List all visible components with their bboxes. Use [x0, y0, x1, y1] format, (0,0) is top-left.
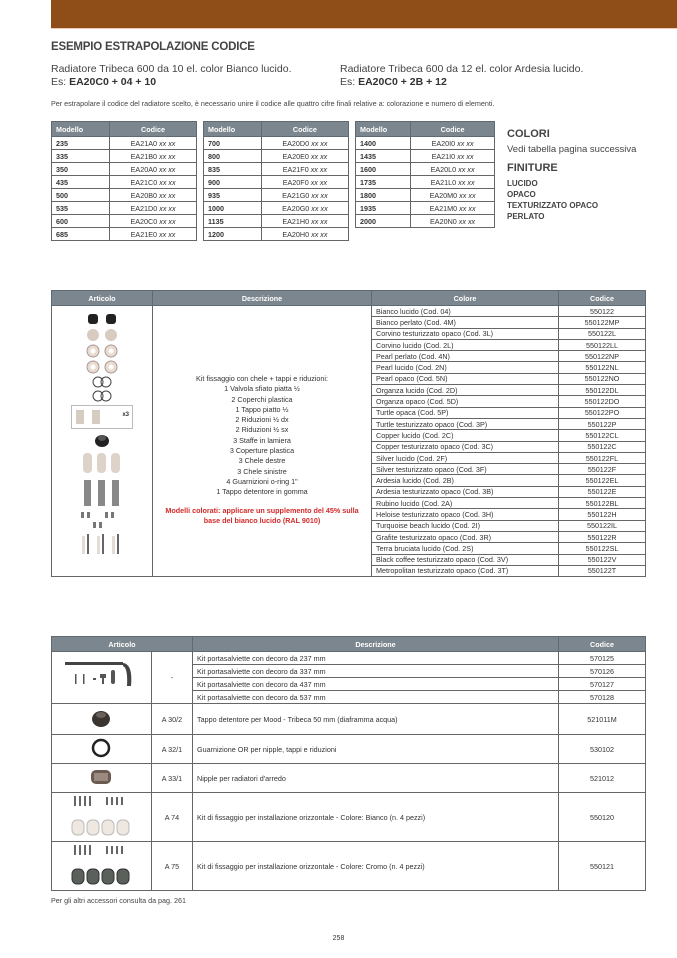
color-code: 550122R	[559, 531, 646, 542]
code: 570128	[559, 691, 646, 704]
accessory-row	[52, 793, 646, 842]
code-cell	[261, 137, 348, 150]
code-suffix: xx xx	[310, 164, 328, 174]
model-cell: 835	[204, 163, 262, 176]
color-name: Bianco lucido (Cod. 04)	[372, 306, 559, 317]
description-line: 2 Riduzioni ½ sx	[235, 425, 289, 435]
table-row	[356, 163, 495, 176]
color-name: Rubino lucido (Cod. 2A)	[372, 498, 559, 509]
description-line: 1 Tappo piatto ½	[235, 404, 289, 414]
code-suffix: xx xx	[159, 190, 176, 200]
example-2	[340, 63, 583, 89]
model-cell: 800	[204, 150, 262, 163]
wall-plugs-icon	[77, 532, 127, 556]
code-cell	[261, 215, 348, 228]
code-base: EA20B0	[130, 190, 158, 200]
article-code: A 33/1	[151, 764, 192, 793]
color-code: 550122H	[559, 509, 646, 520]
table-row	[356, 137, 495, 150]
color-name: Ardesia testurizzato opaco (Cod. 3B)	[372, 486, 559, 497]
table-row	[204, 189, 349, 202]
model-cell: 1000	[204, 202, 262, 215]
accessory-row	[52, 842, 646, 891]
code-suffix: xx xx	[310, 177, 328, 187]
model-cell: 1735	[356, 176, 411, 189]
model-cell: 1935	[356, 202, 411, 215]
color-name: Silver testurizzato opaco (Cod. 3F)	[372, 464, 559, 475]
color-code: 550122NO	[559, 373, 646, 384]
header-row	[52, 291, 646, 306]
model-cell: 335	[52, 150, 110, 163]
model-cell: 535	[52, 202, 110, 215]
color-name: Silver lucido (Cod. 2F)	[372, 452, 559, 463]
table-row	[52, 202, 197, 215]
description-line: Kit fissaggio con chele + tappi e riduzioni:	[195, 374, 329, 383]
white-bracket-kit-icon	[66, 831, 136, 840]
quantity-badge: x3	[122, 412, 129, 418]
color-code: 550122	[559, 306, 646, 317]
code-suffix: xx xx	[159, 138, 176, 148]
color-code: 550122PO	[559, 407, 646, 418]
color-code: 550122C	[559, 441, 646, 452]
col-codice: Codice	[261, 122, 348, 137]
color-name: Organza lucido (Cod. 2D)	[372, 385, 559, 396]
article-code: -	[151, 652, 192, 704]
color-name: Black coffee testurizzato opaco (Cod. 3V)	[372, 554, 559, 565]
screws-icon	[77, 510, 127, 530]
description-line: 3 Staffe in lamiera	[233, 435, 291, 445]
model-cell: 235	[52, 137, 110, 150]
model-cell: 2000	[356, 215, 411, 228]
code-base: EA20I0	[431, 138, 456, 148]
col-articolo: Articolo	[52, 291, 153, 306]
code-cell	[411, 176, 495, 189]
table-row	[52, 137, 197, 150]
description: Tappo detentore per Mood - Tribeca 50 mm (diaframma acqua)	[193, 704, 559, 735]
table-row	[204, 176, 349, 189]
color-name: Pearl lucido (Cod. 2N)	[372, 362, 559, 373]
code-cell	[110, 137, 197, 150]
color-code: 550122V	[559, 554, 646, 565]
col-descrizione: Descrizione	[193, 637, 559, 652]
code: 521012	[559, 764, 646, 793]
code-cell	[261, 202, 348, 215]
code-base: EA20M0	[429, 190, 458, 200]
description-line: 3 Chele destre	[238, 456, 286, 466]
table-row	[204, 137, 349, 150]
table-row	[204, 202, 349, 215]
color-name: Heloise testurizzato opaco (Cod. 3H)	[372, 509, 559, 520]
colori-text: Vedi tabella pagina successiva	[507, 144, 637, 155]
surcharge-note: Modelli colorati: applicare un supplemento del 45% sulla base del bianco lucido (RAL 9010)	[165, 505, 359, 525]
code-suffix: xx xx	[159, 229, 176, 239]
bracket-box	[71, 405, 133, 429]
table-row	[356, 176, 495, 189]
code-base: EA21E0	[130, 229, 158, 239]
table-row	[204, 150, 349, 163]
description-line: 2 Coperchi plastica	[231, 394, 293, 404]
col-modello: Modello	[356, 122, 411, 137]
header-row	[356, 122, 495, 137]
color-code: 550122P	[559, 418, 646, 429]
towel-rail-icon	[53, 656, 143, 698]
accessory-image	[52, 842, 152, 891]
towel-kit-image	[52, 652, 152, 704]
article-code: A 30/2	[151, 704, 192, 735]
code-suffix: xx xx	[457, 151, 474, 161]
code-suffix: xx xx	[458, 177, 475, 187]
accessory-row	[52, 735, 646, 764]
description: Kit portasalviette con decoro da 337 mm	[193, 665, 559, 678]
code-base: EA21G0	[282, 190, 310, 200]
accessory-row	[52, 764, 646, 793]
color-name: Ardesia lucido (Cod. 2B)	[372, 475, 559, 486]
kit-table	[51, 290, 646, 577]
model-table-1	[51, 121, 197, 241]
col-codice: Codice	[559, 291, 646, 306]
reduction-icon	[82, 360, 122, 374]
model-cell: 1800	[356, 189, 411, 202]
example-text: Radiatore Tribeca 600 da 10 el. color Bianco lucido.	[51, 63, 292, 75]
color-name: Grafite testurizzato opaco (Cod. 3R)	[372, 531, 559, 542]
code-cell	[110, 215, 197, 228]
claw-bracket-icon	[77, 478, 127, 508]
description: Nipple per radiatori d'arredo	[193, 764, 559, 793]
plastic-cover-icon	[77, 450, 127, 476]
header-row	[52, 637, 646, 652]
code-base: EA20C0	[130, 216, 158, 226]
description: Kit portasalviette con decoro da 537 mm	[193, 691, 559, 704]
color-code: 550122FL	[559, 452, 646, 463]
example-code	[340, 76, 583, 89]
color-name: Turquoise beach lucido (Cod. 2I)	[372, 520, 559, 531]
code-base: EA21L0	[430, 177, 457, 187]
color-code: 550122CL	[559, 430, 646, 441]
code-suffix: xx xx	[311, 190, 328, 200]
code: 521011M	[559, 704, 646, 735]
code-base: EA20F0	[282, 177, 309, 187]
code-base: EA21B0	[130, 151, 158, 161]
finish-item: OPACO	[507, 190, 536, 199]
kit-images	[52, 306, 153, 577]
code-base: EA20D0	[282, 138, 310, 148]
description: Kit portasalviette con decoro da 437 mm	[193, 678, 559, 691]
code-suffix: xx xx	[311, 138, 328, 148]
header-row	[204, 122, 349, 137]
accessory-image	[52, 764, 152, 793]
color-name: Corvino testurizzato opaco (Cod. 3L)	[372, 328, 559, 339]
model-cell: 935	[204, 189, 262, 202]
color-code: 550122BL	[559, 498, 646, 509]
description: Kit portasalviette con decoro da 237 mm	[193, 652, 559, 665]
description-line: 1 Tappo detentore in gomma	[216, 487, 308, 497]
description-line: 1 Valvola sfiato piatta ½	[224, 384, 300, 394]
example-text: Radiatore Tribeca 600 da 12 el. color Ardesia lucido.	[340, 63, 584, 75]
code-cell	[110, 150, 197, 163]
col-articolo: Articolo	[52, 637, 193, 652]
code-base: EA20L0	[430, 164, 457, 174]
code-suffix: xx xx	[311, 229, 328, 239]
code: 570127	[559, 678, 646, 691]
model-cell: 700	[204, 137, 262, 150]
col-codice: Codice	[411, 122, 495, 137]
finish-item: TEXTURIZZATO OPACO	[507, 201, 599, 210]
code-base: EA20G0	[282, 203, 310, 213]
example-code-value: EA20C0 + 2B + 12	[358, 76, 447, 88]
example-prefix: Es:	[340, 76, 356, 88]
code: 550120	[559, 793, 646, 842]
footer-note: Per gli altri accessori consulta da pag. 261	[51, 896, 187, 905]
color-code: 550122E	[559, 486, 646, 497]
header-band	[51, 0, 677, 29]
table-row	[356, 150, 495, 163]
code-cell	[411, 163, 495, 176]
color-row	[52, 306, 646, 317]
color-name: Corvino lucido (Cod. 2L)	[372, 339, 559, 350]
code-cell	[261, 163, 348, 176]
accessory-image	[52, 793, 152, 842]
colori-heading: COLORI	[507, 128, 550, 140]
table-row	[356, 202, 495, 215]
description: Guarnizione OR per nipple, tappi e riduzioni	[193, 735, 559, 764]
code-suffix: xx xx	[311, 216, 328, 226]
description-line: 2 Riduzioni ½ dx	[235, 415, 289, 425]
code-suffix: xx xx	[458, 164, 475, 174]
color-name: Pearl perlato (Cod. 4N)	[372, 351, 559, 362]
code: 570125	[559, 652, 646, 665]
code-cell	[110, 228, 197, 241]
color-name: Pearl opaco (Cod. 5N)	[372, 373, 559, 384]
model-cell: 435	[52, 176, 110, 189]
col-modello: Modello	[52, 122, 110, 137]
col-codice: Codice	[110, 122, 197, 137]
accessory-image	[52, 735, 152, 764]
code-suffix: xx xx	[458, 216, 476, 226]
color-name: Turtle opaca (Cod. 5P)	[372, 407, 559, 418]
code-suffix: xx xx	[159, 203, 176, 213]
table-row	[52, 176, 197, 189]
code-suffix: xx xx	[159, 216, 176, 226]
color-code: 550122MP	[559, 317, 646, 328]
finiture-heading: FINITURE	[507, 162, 558, 174]
code-cell	[110, 176, 197, 189]
code-base: EA21F0	[282, 164, 309, 174]
kit-description	[153, 306, 372, 577]
color-name: Turtle testurizzato opaco (Cod. 3P)	[372, 418, 559, 429]
code-base: EA21M0	[429, 203, 458, 213]
color-code: 550122T	[559, 565, 646, 576]
code-base: EA21H0	[282, 216, 310, 226]
model-cell: 350	[52, 163, 110, 176]
page-title: ESEMPIO ESTRAPOLAZIONE CODICE	[51, 41, 255, 53]
code-base: EA20H0	[282, 229, 310, 239]
color-name: Bianco perlato (Cod. 4M)	[372, 317, 559, 328]
article-code: A 75	[151, 842, 192, 891]
code: 530102	[559, 735, 646, 764]
code-base: EA21C0	[130, 177, 158, 187]
table-row	[204, 228, 349, 241]
code-cell	[411, 150, 495, 163]
code-suffix: xx xx	[457, 138, 474, 148]
model-cell: 1600	[356, 163, 411, 176]
table-row	[356, 215, 495, 228]
code-base: EA21D0	[130, 203, 158, 213]
table-row	[52, 163, 197, 176]
color-code: 550122IL	[559, 520, 646, 531]
finish-item: LUCIDO	[507, 179, 538, 188]
model-cell: 600	[52, 215, 110, 228]
code: 570126	[559, 665, 646, 678]
code-cell	[261, 176, 348, 189]
accessories-table	[51, 636, 646, 891]
code-suffix: xx xx	[310, 151, 328, 161]
col-colore: Colore	[372, 291, 559, 306]
example-1	[51, 63, 291, 89]
cap-icon	[86, 724, 116, 733]
color-name: Metropolitan testurizzato opaco (Cod. 3T)	[372, 565, 559, 576]
chrome-bracket-kit-icon	[66, 880, 136, 889]
color-name: Copper lucido (Cod. 2C)	[372, 430, 559, 441]
code-cell	[411, 215, 495, 228]
o-ring-icon	[82, 390, 122, 402]
article-code: A 74	[151, 793, 192, 842]
col-descrizione: Descrizione	[153, 291, 372, 306]
description-line: 4 Guarnizioni o-ring 1"	[226, 476, 298, 486]
article-code: A 32/1	[151, 735, 192, 764]
code-base: EA20N0	[430, 216, 457, 226]
model-cell: 500	[52, 189, 110, 202]
o-ring-icon	[86, 753, 116, 762]
model-cell: 900	[204, 176, 262, 189]
description-line: 3 Coperture plastica	[229, 446, 295, 456]
code-cell	[411, 189, 495, 202]
code-cell	[411, 137, 495, 150]
example-code-value: EA20C0 + 04 + 10	[69, 76, 157, 88]
color-code: 550122EL	[559, 475, 646, 486]
code-suffix: xx xx	[311, 203, 328, 213]
color-code: 550122L	[559, 328, 646, 339]
nipple-icon	[86, 782, 116, 791]
color-name: Copper testurizzato opaco (Cod. 3C)	[372, 441, 559, 452]
description: Kit di fissaggio per installazione orizzontale - Colore: Cromo (n. 4 pezzi)	[193, 842, 559, 891]
finishes-panel	[507, 128, 637, 222]
model-cell: 1400	[356, 137, 411, 150]
code-cell	[110, 189, 197, 202]
code-suffix: xx xx	[159, 164, 176, 174]
col-modello: Modello	[204, 122, 262, 137]
model-cell: 1200	[204, 228, 262, 241]
example-code	[51, 76, 291, 89]
accessory-image	[52, 704, 152, 735]
color-code: 550122NL	[559, 362, 646, 373]
code: 550121	[559, 842, 646, 891]
description: Kit di fissaggio per installazione orizzontale - Colore: Bianco (n. 4 pezzi)	[193, 793, 559, 842]
code-base: EA20E0	[282, 151, 309, 161]
model-cell: 685	[52, 228, 110, 241]
model-table-2	[203, 121, 349, 241]
valve-icon	[82, 312, 122, 326]
table-row	[52, 215, 197, 228]
table-row	[204, 215, 349, 228]
code-cell	[110, 202, 197, 215]
table-row	[52, 228, 197, 241]
description-line: 3 Chele sinistre	[237, 466, 287, 476]
o-ring-icon	[82, 376, 122, 388]
color-code: 550122SL	[559, 543, 646, 554]
table-row	[356, 189, 495, 202]
table-row	[52, 189, 197, 202]
reduction-icon	[82, 344, 122, 358]
code-cell	[411, 202, 495, 215]
model-cell: 1435	[356, 150, 411, 163]
finish-item: PERLATO	[507, 212, 545, 221]
color-code: 550122DO	[559, 396, 646, 407]
color-name: Terra bruciata lucido (Cod. 2S)	[372, 543, 559, 554]
code-base: EA21I0	[431, 151, 456, 161]
code-cell	[261, 150, 348, 163]
col-codice: Codice	[559, 637, 646, 652]
accessory-row	[52, 704, 646, 735]
color-code: 550122LL	[559, 339, 646, 350]
color-code: 550122DL	[559, 385, 646, 396]
code-base: EA21A0	[130, 138, 158, 148]
header-row	[52, 122, 197, 137]
page-number: 258	[332, 935, 345, 942]
code-suffix: xx xx	[459, 203, 476, 213]
finiture-list	[507, 178, 637, 222]
color-code: 550122NP	[559, 351, 646, 362]
towel-kit-row	[52, 652, 646, 665]
example-prefix: Es:	[51, 76, 67, 88]
instruction-note: Per estrapolare il codice del radiatore scelto, è necessario unire il codice alle quattro cifre finali relative a: colorazione e numero di elementi.	[51, 99, 495, 108]
cap-icon	[82, 432, 122, 448]
model-table-3	[355, 121, 495, 228]
table-row	[204, 163, 349, 176]
color-name: Organza opaco (Cod. 5D)	[372, 396, 559, 407]
model-cell: 1135	[204, 215, 262, 228]
code-suffix: xx xx	[159, 177, 176, 187]
cover-icon	[82, 328, 122, 342]
table-row	[52, 150, 197, 163]
code-base: EA20A0	[130, 164, 158, 174]
code-cell	[110, 163, 197, 176]
code-cell	[261, 189, 348, 202]
code-suffix: xx xx	[459, 190, 476, 200]
code-cell	[261, 228, 348, 241]
code-suffix: xx xx	[159, 151, 176, 161]
color-code: 550122F	[559, 464, 646, 475]
